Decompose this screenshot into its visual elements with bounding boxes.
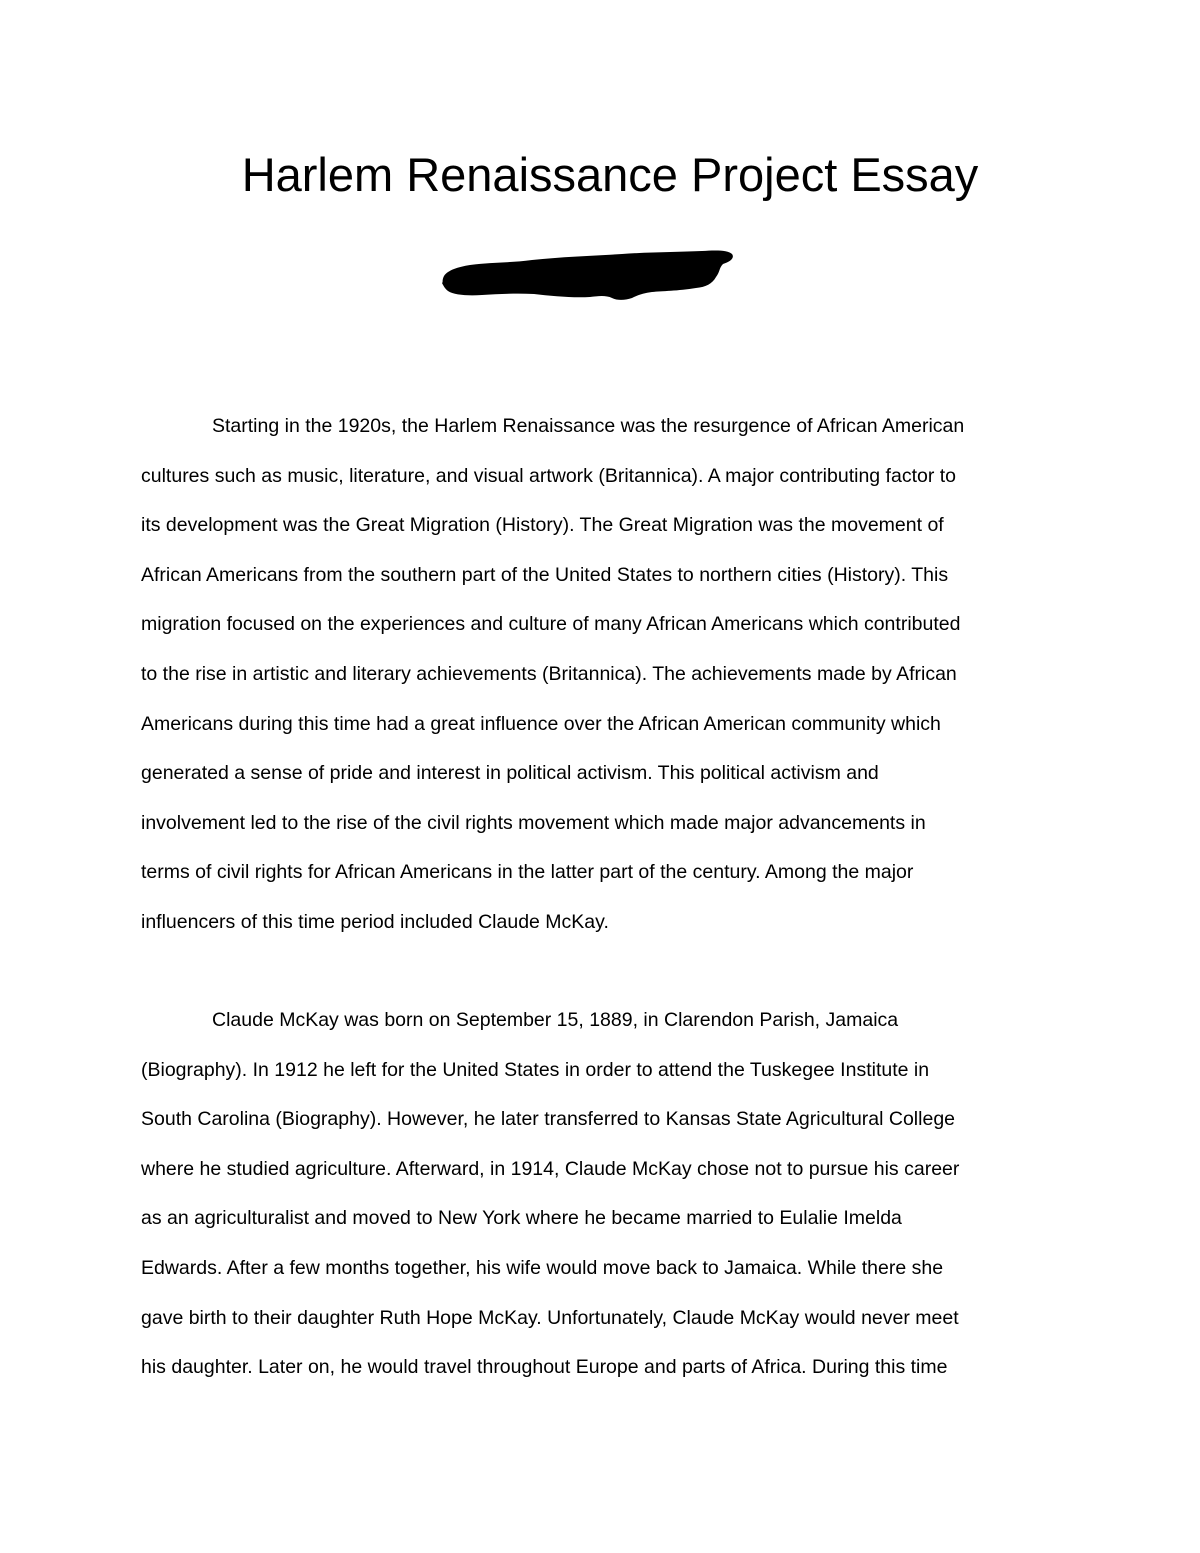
paragraph-line: influencers of this time period included Claude McKay. [141, 910, 609, 933]
paragraph-line: cultures such as music, literature, and visual artwork (Britannica). A major contributing factor to [141, 464, 957, 487]
paragraph-line: generated a sense of pride and interest in political activism. This political activism and [141, 762, 879, 785]
paragraph-line: as an agriculturalist and moved to New York where he became married to Eulalie Imelda [141, 1207, 902, 1230]
paragraph-line: involvement led to the rise of the civil rights movement which made major advancements in [141, 811, 926, 834]
page-title: Harlem Renaissance Project Essay [241, 148, 979, 201]
author-name-redaction [440, 246, 736, 306]
paragraph-line: South Carolina (Biography). However, he later transferred to Kansas State Agricultural College [141, 1108, 956, 1131]
paragraph-line: Starting in the 1920s, the Harlem Renaissance was the resurgence of African American [212, 415, 965, 437]
paragraph-line: his daughter. Later on, he would travel throughout Europe and parts of Africa. During this time [141, 1356, 948, 1379]
paragraph-line: its development was the Great Migration (History). The Great Migration was the movement of [141, 514, 944, 537]
paragraph-line: to the rise in artistic and literary achievements (Britannica). The achievements made by African [141, 662, 957, 685]
paragraph-line: terms of civil rights for African Americans in the latter part of the century. Among the major [141, 861, 914, 884]
paragraph-line: (Biography). In 1912 he left for the United States in order to attend the Tuskegee Institute in [141, 1058, 930, 1081]
redaction-scribble [443, 250, 733, 299]
paragraph-line: Claude McKay was born on September 15, 1889, in Clarendon Parish, Jamaica [212, 1009, 899, 1031]
paragraph-line: Edwards. After a few months together, his wife would move back to Jamaica. While there she [141, 1256, 944, 1279]
paragraph-1 [141, 402, 1056, 948]
paragraph-line: gave birth to their daughter Ruth Hope McKay. Unfortunately, Claude McKay would never meet [141, 1306, 959, 1329]
paragraph-line: where he studied agriculture. Afterward, in 1914, Claude McKay chose not to pursue his career [141, 1157, 960, 1180]
paragraph-line: African Americans from the southern part of the United States to northern cities (History). This [141, 563, 949, 586]
paragraph-2 [141, 996, 1056, 1393]
paragraph-line: Americans during this time had a great influence over the African American community which [141, 712, 941, 735]
paragraph-line: migration focused on the experiences and culture of many African Americans which contributed [141, 613, 961, 636]
